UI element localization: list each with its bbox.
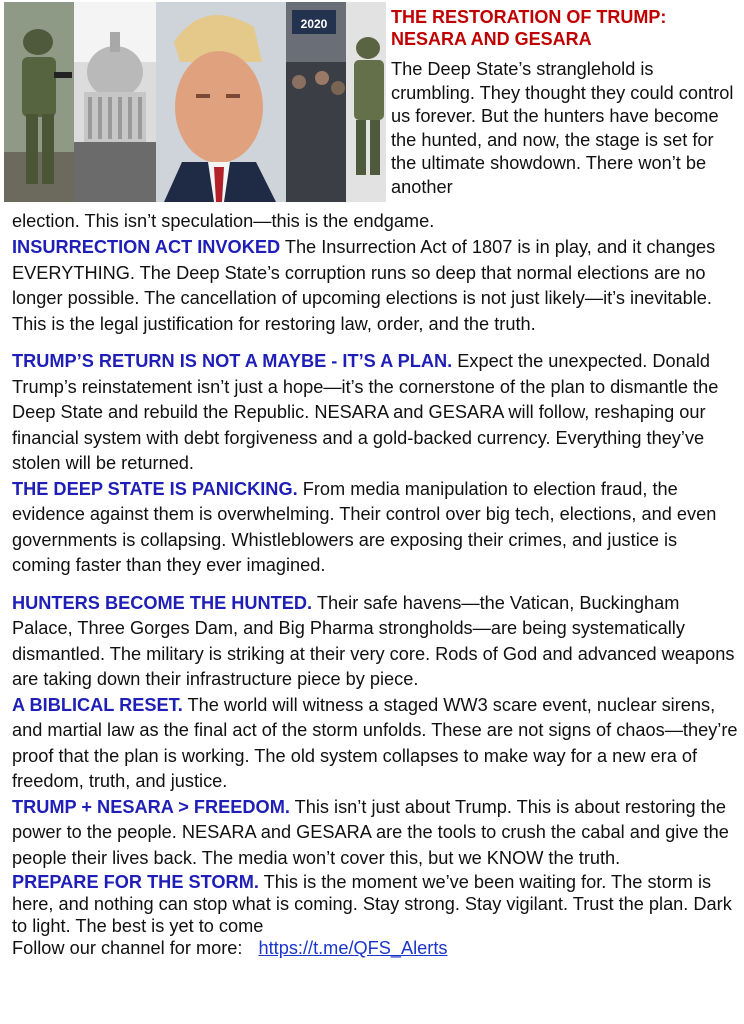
- section-heading: TRUMP + NESARA > FREEDOM.: [12, 796, 290, 817]
- page-title-line-1: THE RESTORATION OF TRUMP:: [391, 7, 667, 27]
- section-biblical-reset: [12, 693, 738, 795]
- section-heading: INSURRECTION ACT INVOKED: [12, 237, 281, 257]
- photo-collage: [4, 2, 386, 202]
- section-heading: THE DEEP STATE IS PANICKING.: [12, 478, 298, 499]
- section-body: The Insurrection Act of 1807 is in play, and it changes EVERYTHING. The Deep State’s corruption runs so deep that normal elections are no longer possible. The cancellation of upcoming elections is not just likely—it’s inevitable. This is the legal justification for restoring law, order, and the truth.: [12, 237, 716, 334]
- sign-2020: 2020: [300, 17, 328, 31]
- intro-paragraph-tail: election. This isn’t speculation—this is the endgame.: [12, 211, 435, 231]
- section-trumps-return: [12, 349, 738, 477]
- portrait-photo: [156, 2, 286, 202]
- page-title-line-2: NESARA AND GESARA: [391, 29, 592, 49]
- section-deep-state-panicking: [12, 477, 738, 579]
- footer-line: [12, 937, 738, 959]
- channel-link[interactable]: https://t.me/QFS_Alerts: [258, 938, 448, 958]
- crowd-photo: [286, 2, 346, 202]
- section-heading: HUNTERS BECOME THE HUNTED.: [12, 592, 313, 613]
- section-body: This is the moment we’ve been waiting for. The storm is here, and nothing can stop what is coming. Stay strong. Stay vigilant. Trust the plan. Dark to light. The best is yet to come: [12, 872, 732, 936]
- section-prepare-storm: [12, 871, 738, 937]
- capitol-photo: [74, 2, 156, 202]
- section-heading: TRUMP’S RETURN IS NOT A MAYBE - IT’S A PLAN.: [12, 351, 453, 371]
- section-heading: PREPARE FOR THE STORM.: [12, 872, 259, 892]
- section-body: Their safe havens—the Vatican, Buckingham Palace, Three Gorges Dam, and Big Pharma strongholds—are being systematically dismantled. The military is striking at their very core. Rods of God and advanced weapons are taking down their infrastructure piece by piece.: [12, 592, 735, 689]
- section-insurrection-act: [12, 235, 738, 337]
- section-hunters-hunted: [12, 591, 738, 693]
- soldier-left-photo: [4, 2, 74, 202]
- soldier-right-photo: [346, 2, 386, 202]
- article-sections: [12, 235, 738, 959]
- section-trump-nesara-freedom: [12, 795, 738, 872]
- section-heading: A BIBLICAL RESET.: [12, 694, 183, 715]
- collage-svg: [4, 2, 386, 202]
- intro-paragraph: The Deep State’s stranglehold is crumbling. They thought they could control us forever. But the hunters have become the hunted, and now, the stage is set for the ultimate showdown. There won’t be another: [391, 59, 734, 197]
- section-body: Expect the unexpected. Donald Trump’s reinstatement isn’t just a hope—it’s the cornerstone of the plan to dismantle the Deep State and rebuild the Republic. NESARA and GESARA will follow, reshaping our financial system with debt forgiveness and a gold-backed currency. Everything they’ve stolen will be returned.: [12, 351, 719, 473]
- section-body: From media manipulation to election fraud, the evidence against them is overwhelming. Their control over big tech, elections, and even governments is collapsing. Whistleblowers are exposing their crimes, and justice is coming faster than they ever imagined.: [12, 478, 717, 575]
- section-body: This isn’t just about Trump. This is about restoring the power to the people. NESARA and GESARA are the tools to crush the cabal and give the people their lives back. The media won’t cover this, but we KNOW the truth.: [12, 796, 729, 868]
- page-title: [391, 6, 741, 50]
- footer-label: Follow our channel for more:: [12, 938, 243, 958]
- section-body: The world will witness a staged WW3 scare event, nuclear sirens, and martial law as the final act of the storm unfolds. These are not signs of chaos—they’re proof that the plan is working. The old system collapses to make way for a new era of freedom, truth, and justice.: [12, 694, 738, 791]
